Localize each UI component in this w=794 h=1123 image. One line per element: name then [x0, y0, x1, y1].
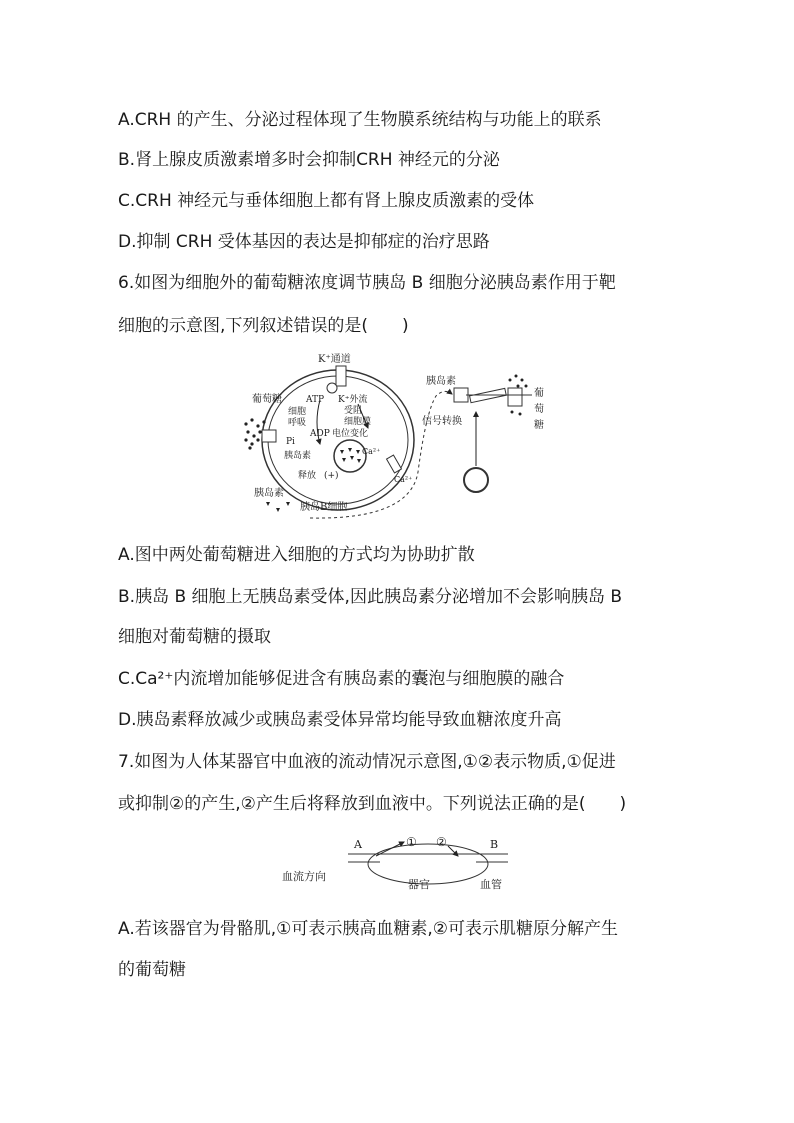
label-ca-outside: Ca²⁺ [394, 475, 413, 484]
q7-stem-line2: 或抑制②的产生,②产生后将释放到血液中。下列说法正确的是( ) [118, 794, 627, 814]
insulin-receptor [454, 388, 468, 402]
label-glucose-right-2: 萄 [534, 404, 544, 415]
label-release: 释放 [298, 471, 317, 481]
label-vessel: 血管 [480, 878, 502, 891]
label-glucose-right-1: 葡 [534, 388, 544, 399]
label-substance-1: ① [406, 835, 417, 849]
label-atp: ATP [306, 395, 325, 405]
label-resp2: 呼吸 [288, 418, 307, 428]
label-resp1: 细胞 [288, 407, 307, 417]
q6-option-d: D.胰岛素释放减少或胰岛素受体异常均能导致血糖浓度升高 [118, 710, 562, 730]
label-glucose-left: 葡萄糖 [252, 394, 282, 405]
label-insulin-right: 胰岛素 [426, 376, 456, 387]
label-k-out1: K⁺外流 [338, 395, 368, 405]
label-insulin-inside: 胰岛素 [284, 451, 312, 461]
q6-stem-line1: 6.如图为细胞外的葡萄糖浓度调节胰岛 B 细胞分泌胰岛素作用于靶 [118, 273, 616, 293]
label-ca-inside: Ca²⁺ [362, 447, 381, 456]
label-point-a: A [354, 838, 362, 851]
q5-option-d: D.抑制 CRH 受体基因的表达是抑郁症的治疗思路 [118, 232, 490, 252]
label-organ: 器官 [408, 878, 430, 891]
glucose-transporter-left [262, 430, 276, 442]
q7-option-a-line2: 的葡萄糖 [118, 960, 186, 980]
q6-option-b-line2: 细胞对葡萄糖的摄取 [118, 627, 271, 647]
insulin-released [266, 502, 290, 512]
label-k-channel: K⁺通道 [318, 354, 351, 365]
minus-circle [327, 383, 337, 393]
q6-option-c: C.Ca²⁺内流增加能够促进含有胰岛素的囊泡与细胞膜的融合 [118, 669, 565, 689]
q7-figure-diagram [280, 830, 520, 894]
label-bcell: 胰岛B细胞 [300, 502, 348, 513]
q5-option-c: C.CRH 神经元与垂体细胞上都有肾上腺皮质激素的受体 [118, 191, 535, 211]
label-point-b: B [490, 838, 499, 851]
q5-option-b: B.肾上腺皮质激素增多时会抑制CRH 神经元的分泌 [118, 150, 500, 170]
label-membrane2: 电位变化 [332, 429, 369, 439]
q6-figure-diagram [240, 352, 570, 522]
glucose-transporter-right [508, 388, 522, 406]
q6-stem-line2: 细胞的示意图,下列叙述错误的是( ) [118, 316, 409, 336]
label-membrane1: 细胞膜 [344, 417, 372, 427]
target-vesicle [464, 468, 488, 492]
label-plus: (+) [324, 471, 339, 481]
q7-option-a-line1: A.若该器官为骨骼肌,①可表示胰高血糖素,②可表示肌糖原分解产生 [118, 919, 619, 939]
label-substance-2: ② [436, 835, 447, 849]
label-blood-flow-direction: 血流方向 [282, 870, 326, 883]
insulin-transport-dashed [310, 391, 452, 518]
label-adp: ADP [310, 429, 330, 439]
q6-option-b-line1: B.胰岛 B 细胞上无胰岛素受体,因此胰岛素分泌增加不会影响胰岛 B [118, 587, 623, 607]
ca-channel [387, 455, 402, 473]
label-insulin-outside: 胰岛素 [254, 488, 284, 499]
q6-option-a: A.图中两处葡萄糖进入细胞的方式均为协助扩散 [118, 545, 475, 565]
q7-stem-line1: 7.如图为人体某器官中血液的流动情况示意图,①②表示物质,①促进 [118, 752, 616, 772]
label-glucose-right-3: 糖 [534, 420, 544, 431]
label-k-out2: 受阻 [344, 406, 363, 416]
signal-chain [470, 388, 507, 402]
label-signal-transduction: 信号转换 [422, 416, 462, 427]
label-pi: Pi [286, 437, 295, 447]
bcell-membrane-outer [262, 370, 414, 510]
k-channel [336, 366, 346, 386]
q5-option-a: A.CRH 的产生、分泌过程体现了生物膜系统结构与功能上的联系 [118, 110, 602, 130]
